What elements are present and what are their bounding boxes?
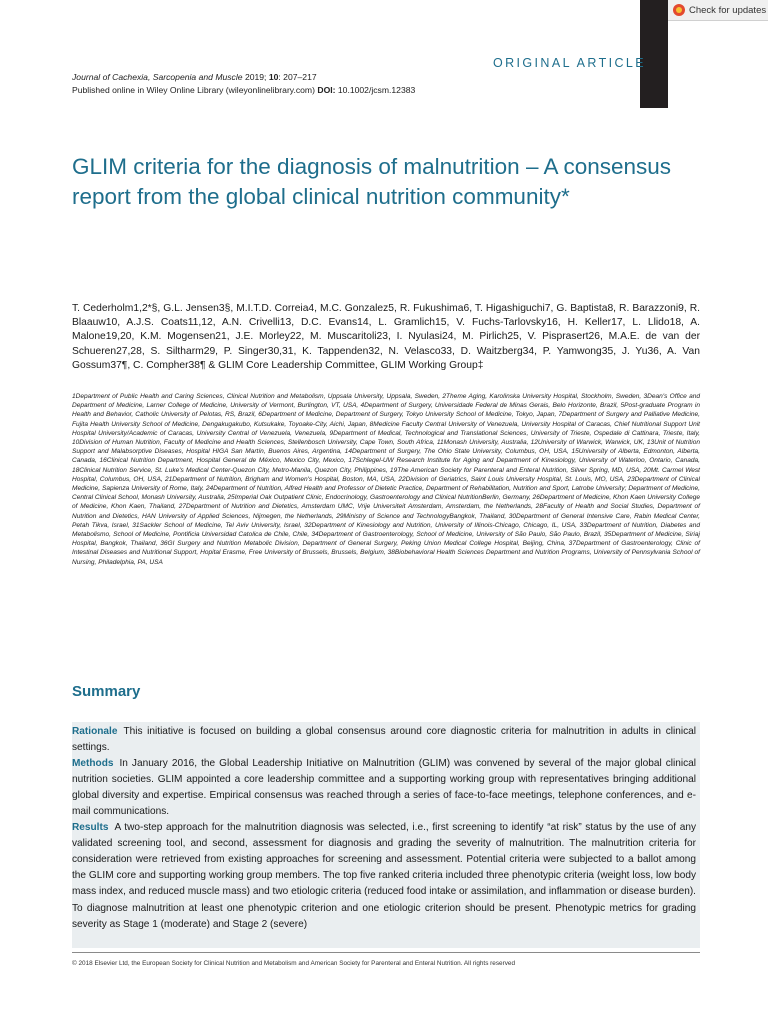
- abstract-box: [72, 722, 700, 948]
- article-type: ORIGINAL ARTICLE: [493, 56, 647, 70]
- section-label: Rationale: [72, 726, 118, 737]
- abstract-results: [72, 820, 696, 932]
- abstract-rationale: [72, 724, 696, 756]
- copyright-footer: © 2018 Elsevier Ltd, the European Society for Clinical Nutrition and Metabolism and American Society for Parenteral and Enteral Nutrition. All rights reserved: [72, 960, 516, 967]
- header-dark-tab: [640, 0, 668, 108]
- published-online: Published online in Wiley Online Library (wileyonlinelibrary.com): [72, 85, 315, 95]
- crossmark-icon: [673, 4, 685, 16]
- journal-citation: [72, 71, 415, 97]
- article-title: GLIM criteria for the diagnosis of malnutrition – A consensus report from the global clinical nutrition community*: [72, 154, 672, 209]
- affiliations: 1Department of Public Health and Caring Sciences, Clinical Nutrition and Metabolism, Uppsala University, Uppsala, Sweden, 2Theme Aging, Karolinska University Hospital, Stockholm, Sweden, 3Dean's Office and Department of Medicine, Larner College of Medicine, University of Vermont, Burlington, VT, USA, 4Department of Surgery, Universidade Federal de Minas Gerais, Belo Horizonte, Brazil, 5Post-graduate Program in Health and Behavior, Catholic University of Pelotas, RS, Brazil, 6Department of Medicine, Department of Surgery, Tokyo University School of Medicine, Tokyo, Japan, 7Department of Surgery and Palliative Medicine, Fujita Health University School of Medicine, Dengakugakubo, Kutsukake, Toyoake-City, Aichi, Japan, 8Medicine Faculty Central University of Venezuela, University Hospital of Caracas, Chief Nutritional Support Unit Hospital University/Academic of Caracas, University Central of Venezuela, Venezuela, 9Department of Medical, Technological and Translational Sciences, University of Trieste, Ospedale di Cattinara, Trieste, Italy, 10Division of Human Nutrition, Faculty of Medicine and Health Sciences, Stellenbosch University, Cape Town, South Africa, 11Monash University, Australia, 12University of Warwick, Warwick, UK, 13Unit of Nutrition Support and Malabsorptive Diseases, Hospital HIGA San Martín, Buenos Aires, Argentina, 14Department of Surgery, The Ohio State University, Columbus, OH, USA, 15University of Alberta, Edmonton, Alberta, Canada, 16Clinical Nutrition Department, Hospital General de México, Mexico City, Mexico, 17Schlegel-UW Research Institute for Aging and Department of Kinesiology, University of Waterloo, Ontario, Canada, 18Clinical Nutrition Service, St. Luke's Medical Center-Quezon City, Metro-Manila, Quezon City, Philippines, 19The American Society for Parenteral and Enteral Nutrition, Silver Spring, MD, USA, 20Mt. Carmel West Hospital, Columbus, OH, USA, 21Department of Nutrition, Brigham and Women's Hospital, Boston, MA, USA, 22Division of Geriatrics, Saint Louis University Hospital, St. Louis, MO, USA, 23Department of Clinical Medicine, Sapienza University of Rome, Italy, 24Department of Nutrition, Alfred Health and Professor of Dietetic Practice, Department of Rehabilitation, Nutrition and Sport, Latrobe University; Department of Medicine, Central Clinical School, Monash University, Australia, 25Imperial Oak Outpatient Clinic, Endocrinology, Gastroenterology and Clinical NutritionBerlin, Germany, 26Department of Medicine, Khon Kaen University College of Medicine, Khon Kaen, Thailand, 27Department of Nutrition and Dietetics, Amsterdam UMC, Vrije Universiteit Amsterdam, Amsterdam, the Netherlands, 28Faculty of Health and Social Studies, Department of Nutrition and Dietetics, HAN University of Applied Sciences, Nijmegen, the Netherlands, 29Ministry of Science and TechnologyBangkok, Thailand, 30Department of General Intensive Care, Rabin Medical Center, Petah Tikva, Israel, 31Sackler School of Medicine, Tel Aviv University, Israel, 32Department of Kinesiology and Nutrition, University of Illinois-Chicago, Chicago, IL, USA, 33Department of Nutrition, Diabetes and Metabolismo, School of Medicine, Pontificia Universidad Catolica de Chile, Chile, 34Department of Gastroenterology, School of Medicine, University of São Paulo, São Paulo, Brazil, 35Department of Medicine, Siriaj Hospital, Bangkok, Thailand, 36GI Surgery and Nutrition Metabolic Division, Department of General Surgery, Peking Union Medical College Hospital, Beijing, China, 37Department of Gastroenterology, Clinic of Intestinal Diseases and Nutritional Support, Hopital Erasme, Free University of Brussels, Brussels, Belgium, 38Biobehavioral Health Sciences Department and Nutrition Programs, University of Pennsylvania School of Nursing, Philadelphia, PA, USA: [72, 393, 700, 566]
- journal-volume: 10: [268, 72, 279, 82]
- section-text: In January 2016, the Global Leadership Initiative on Malnutrition (GLIM) was convened by several of the major global clinical nutrition societies. GLIM appointed a core leadership committee and a supporting working group with representatives bringing additional global diversity and expertise. Empirical consensus was reached through a series of face-to-face meetings, telephone conferences, and e-mail communications.: [72, 758, 696, 818]
- doi-link[interactable]: 10.1002/jcsm.12383: [337, 85, 416, 95]
- author-list: T. Cederholm1,2*§, G.L. Jensen3§, M.I.T.D. Correia4, M.C. Gonzalez5, R. Fukushima6, T. Higashiguchi7, G. Baptista8, R. Barazzoni9, R. Blaauw10, A.J.S. Coats11,12, A.N. Crivelli13, D.C. Evans14, L. Gramlich15, V. Fuchs-Tarlovsky16, H. Keller17, L. Llido18, A. Malone19,20, K.M. Mogensen21, J.E. Morley22, M. Muscaritoli23, I. Nyulasi24, M. Pirlich25, V. Pisprasert26, M.A.E. de van der Schueren27,28, S. Siltharm29, P. Singer30,31, K. Tappenden32, N. Velasco33, D. Waitzberg34, P. Yamwong35, J. Yu36, A. Van Gossum37¶, C. Compher38¶ & GLIM Core Leadership Committee, GLIM Working Group‡: [72, 303, 700, 371]
- check-for-updates-button[interactable]: [668, 0, 768, 21]
- footer-divider: [72, 952, 700, 953]
- abstract-methods: [72, 756, 696, 820]
- journal-pages: : 207–217: [278, 72, 317, 82]
- section-text: This initiative is focused on building a global consensus around core diagnostic criteria for malnutrition in adults in clinical settings.: [72, 726, 696, 754]
- journal-year: 2019;: [244, 72, 267, 82]
- summary-heading: Summary: [72, 683, 141, 700]
- check-for-updates-label: Check for updates: [689, 4, 767, 16]
- journal-name: Journal of Cachexia, Sarcopenia and Muscle: [72, 72, 243, 82]
- doi-label: DOI:: [317, 85, 336, 95]
- section-text: A two-step approach for the malnutrition diagnosis was selected, i.e., first screening to identify “at risk” status by the use of any validated screening tool, and second, assessment for diagnosis and grading the severity of malnutrition. The malnutrition criteria for consideration were retrieved from existing approaches for screening and assessment. Potential criteria were subjected to a ballot among the GLIM core and supporting working group members. The top five ranked criteria included three phenotypic criteria (weight loss, low body mass index, and reduced muscle mass) and two etiologic criteria (reduced food intake or assimilation, and inflammation or disease burden). To diagnose malnutrition at least one phenotypic criterion and one etiologic criterion should be present. Phenotypic metrics for grading severity as Stage 1 (moderate) and Stage 2 (severe): [72, 822, 696, 930]
- section-label: Results: [72, 822, 109, 834]
- section-label: Methods: [72, 758, 114, 770]
